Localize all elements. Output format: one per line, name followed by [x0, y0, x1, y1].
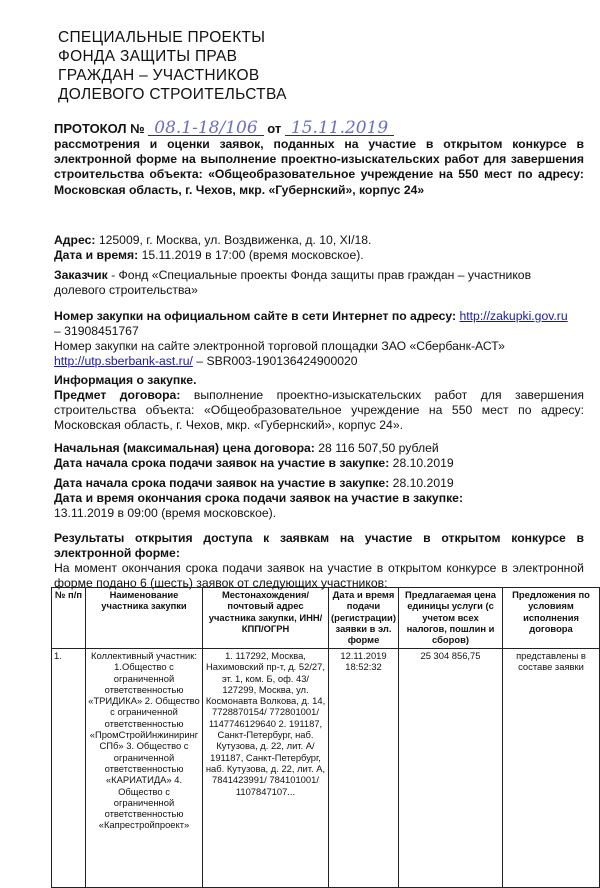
start-date-label-2: Дата начала срока подачи заявок на участие в закупке: [54, 476, 390, 490]
address-block [54, 233, 584, 263]
protocol-number: 08.1-18/106 [148, 121, 263, 136]
cell-price: 25 304 856,75 [399, 649, 503, 888]
price-label: Начальная (максимальная) цена договора: [54, 441, 315, 455]
results-heading: Результаты открытия доступа к заявкам на участие в открытом конкурсе в электронной форме: [54, 531, 584, 560]
col-header-name: Наименование участника закупки [86, 588, 203, 649]
org-line: ДОЛЕВОГО СТРОИТЕЛЬСТВА [58, 86, 287, 103]
customer-block [54, 268, 584, 298]
protocol-subject: рассмотрения и оценки заявок, поданных на участие в открытом конкурсе в электронной форме на выполнение проектно-изыскательских работ для завершения строительства объекта: «Общеобразовательное учреждение на 550 мест по адресу: Московская область, г. Чехов, мкр. «Губернский», корпус 24» [54, 137, 584, 197]
col-header-terms: Предложения по условиям исполнения договора [503, 588, 600, 649]
start-date-value: 28.10.2019 [389, 456, 454, 470]
price-value: 28 116 507,50 рублей [314, 441, 439, 455]
etp-purchase-number: – SBR003-190136424900020 [192, 354, 358, 368]
price-and-dates-block [54, 441, 584, 471]
protocol-from-label: от [267, 121, 282, 136]
official-site-label: Номер закупки на официальном сайте в сети Интернет по адресу: [54, 309, 457, 323]
org-line: ГРАЖДАН – УЧАСТНИКОВ [58, 67, 260, 84]
official-site-link[interactable]: http://zakupki.gov.ru [459, 309, 568, 323]
org-line: СПЕЦИАЛЬНЫЕ ПРОЕКТЫ [58, 29, 266, 46]
protocol-date: 15.11.2019 [285, 121, 394, 136]
participants-table [51, 587, 600, 888]
results-intro: На момент окончания срока подачи заявок на участие в открытом конкурсе в электронной форме подано 6 (шесть) заявок от следующих участников: [54, 561, 584, 590]
results-block [54, 531, 584, 591]
table-row [52, 649, 600, 888]
protocol-label: ПРОТОКОЛ № [54, 121, 145, 136]
end-date-label: Дата и время окончания срока подачи заявок на участие в закупке: [54, 491, 464, 505]
start-date-value-2: 28.10.2019 [389, 476, 454, 490]
customer-label: Заказчик [54, 268, 108, 282]
end-date-value: 13.11.2019 в 09:00 (время московское). [54, 506, 277, 520]
col-header-number: № п/п [52, 588, 86, 649]
purchase-number-block [54, 309, 584, 369]
etp-link[interactable]: http://utp.sberbank-ast.ru/ [54, 354, 193, 368]
table-header-row [52, 588, 600, 649]
col-header-datetime: Дата и время подачи (регистрации) заявки в эл. форме [329, 588, 399, 649]
org-line: ФОНДА ЗАЩИТЫ ПРАВ [58, 48, 238, 65]
protocol-title [54, 118, 394, 138]
contract-subject-label: Предмет договора: [54, 388, 181, 402]
dates-block-2 [54, 476, 584, 521]
official-purchase-number: – 31908451767 [54, 324, 139, 338]
organization-header [58, 28, 378, 104]
contract-subject-value: выполнение проектно-изыскательских работ для завершения строительства объекта: «Общеобразовательное учреждение на 550 мест по адресу: Московская область, г. Чехов, мкр. «Губернский», корпус 24». [54, 388, 584, 432]
customer-value: - Фонд «Специальные проекты Фонда защиты прав граждан – участников долевого строительства» [54, 268, 532, 297]
cell-address: 1. 117292, Москва, Нахимовский пр-т, д. 52/27, эт. 1, ком. Б, оф. 43/ 127299, Москва, ул. Космонавта Волкова, д. 14, 7728870154/ 772801001/ 1147746129640 2. 191187, Санкт-Петербург, наб. Кутузова, д. 22, лит. А/ 191187, Санкт-Петербург, наб. Кутузова, д. 22, лит. А, 7841423991/ 784101001/ 1107847107... [203, 649, 329, 888]
purchase-info-block [54, 373, 584, 433]
col-header-price: Предлагаемая цена единицы услуги (с учетом всех налогов, пошлин и сборов) [399, 588, 503, 649]
cell-number: 1. [52, 649, 86, 888]
datetime-value: 15.11.2019 в 17:00 (время московское). [141, 248, 364, 262]
col-header-address: Местонахождения/ почтовый адрес участника закупки, ИНН/КПП/ОГРН [203, 588, 329, 649]
info-heading: Информация о закупке. [54, 373, 197, 387]
cell-terms: представлены в составе заявки [503, 649, 600, 888]
cell-participant-name: Коллективный участник: 1.Общество с ограниченной ответственностью «ТРИДИКА» 2. Общество с ограниченной ответственностью «ПромСтройИнжиниринг СПб» 3. Общество с ограниченной ответственностью «КАРИАТИДА» 4. Общество с ограниченной ответственностью «Капрестройпроект» [86, 649, 203, 888]
address-label: Адрес: [54, 233, 96, 247]
start-date-label: Дата начала срока подачи заявок на участие в закупке: [54, 456, 390, 470]
etp-text: Номер закупки на сайте электронной торговой площадки ЗАО «Сбербанк-АСТ» [54, 339, 505, 353]
address-value: 125009, г. Москва, ул. Воздвиженка, д. 10, XI/18. [98, 233, 372, 247]
cell-datetime: 12.11.2019 18:52:32 [329, 649, 399, 888]
datetime-label: Дата и время: [54, 248, 139, 262]
